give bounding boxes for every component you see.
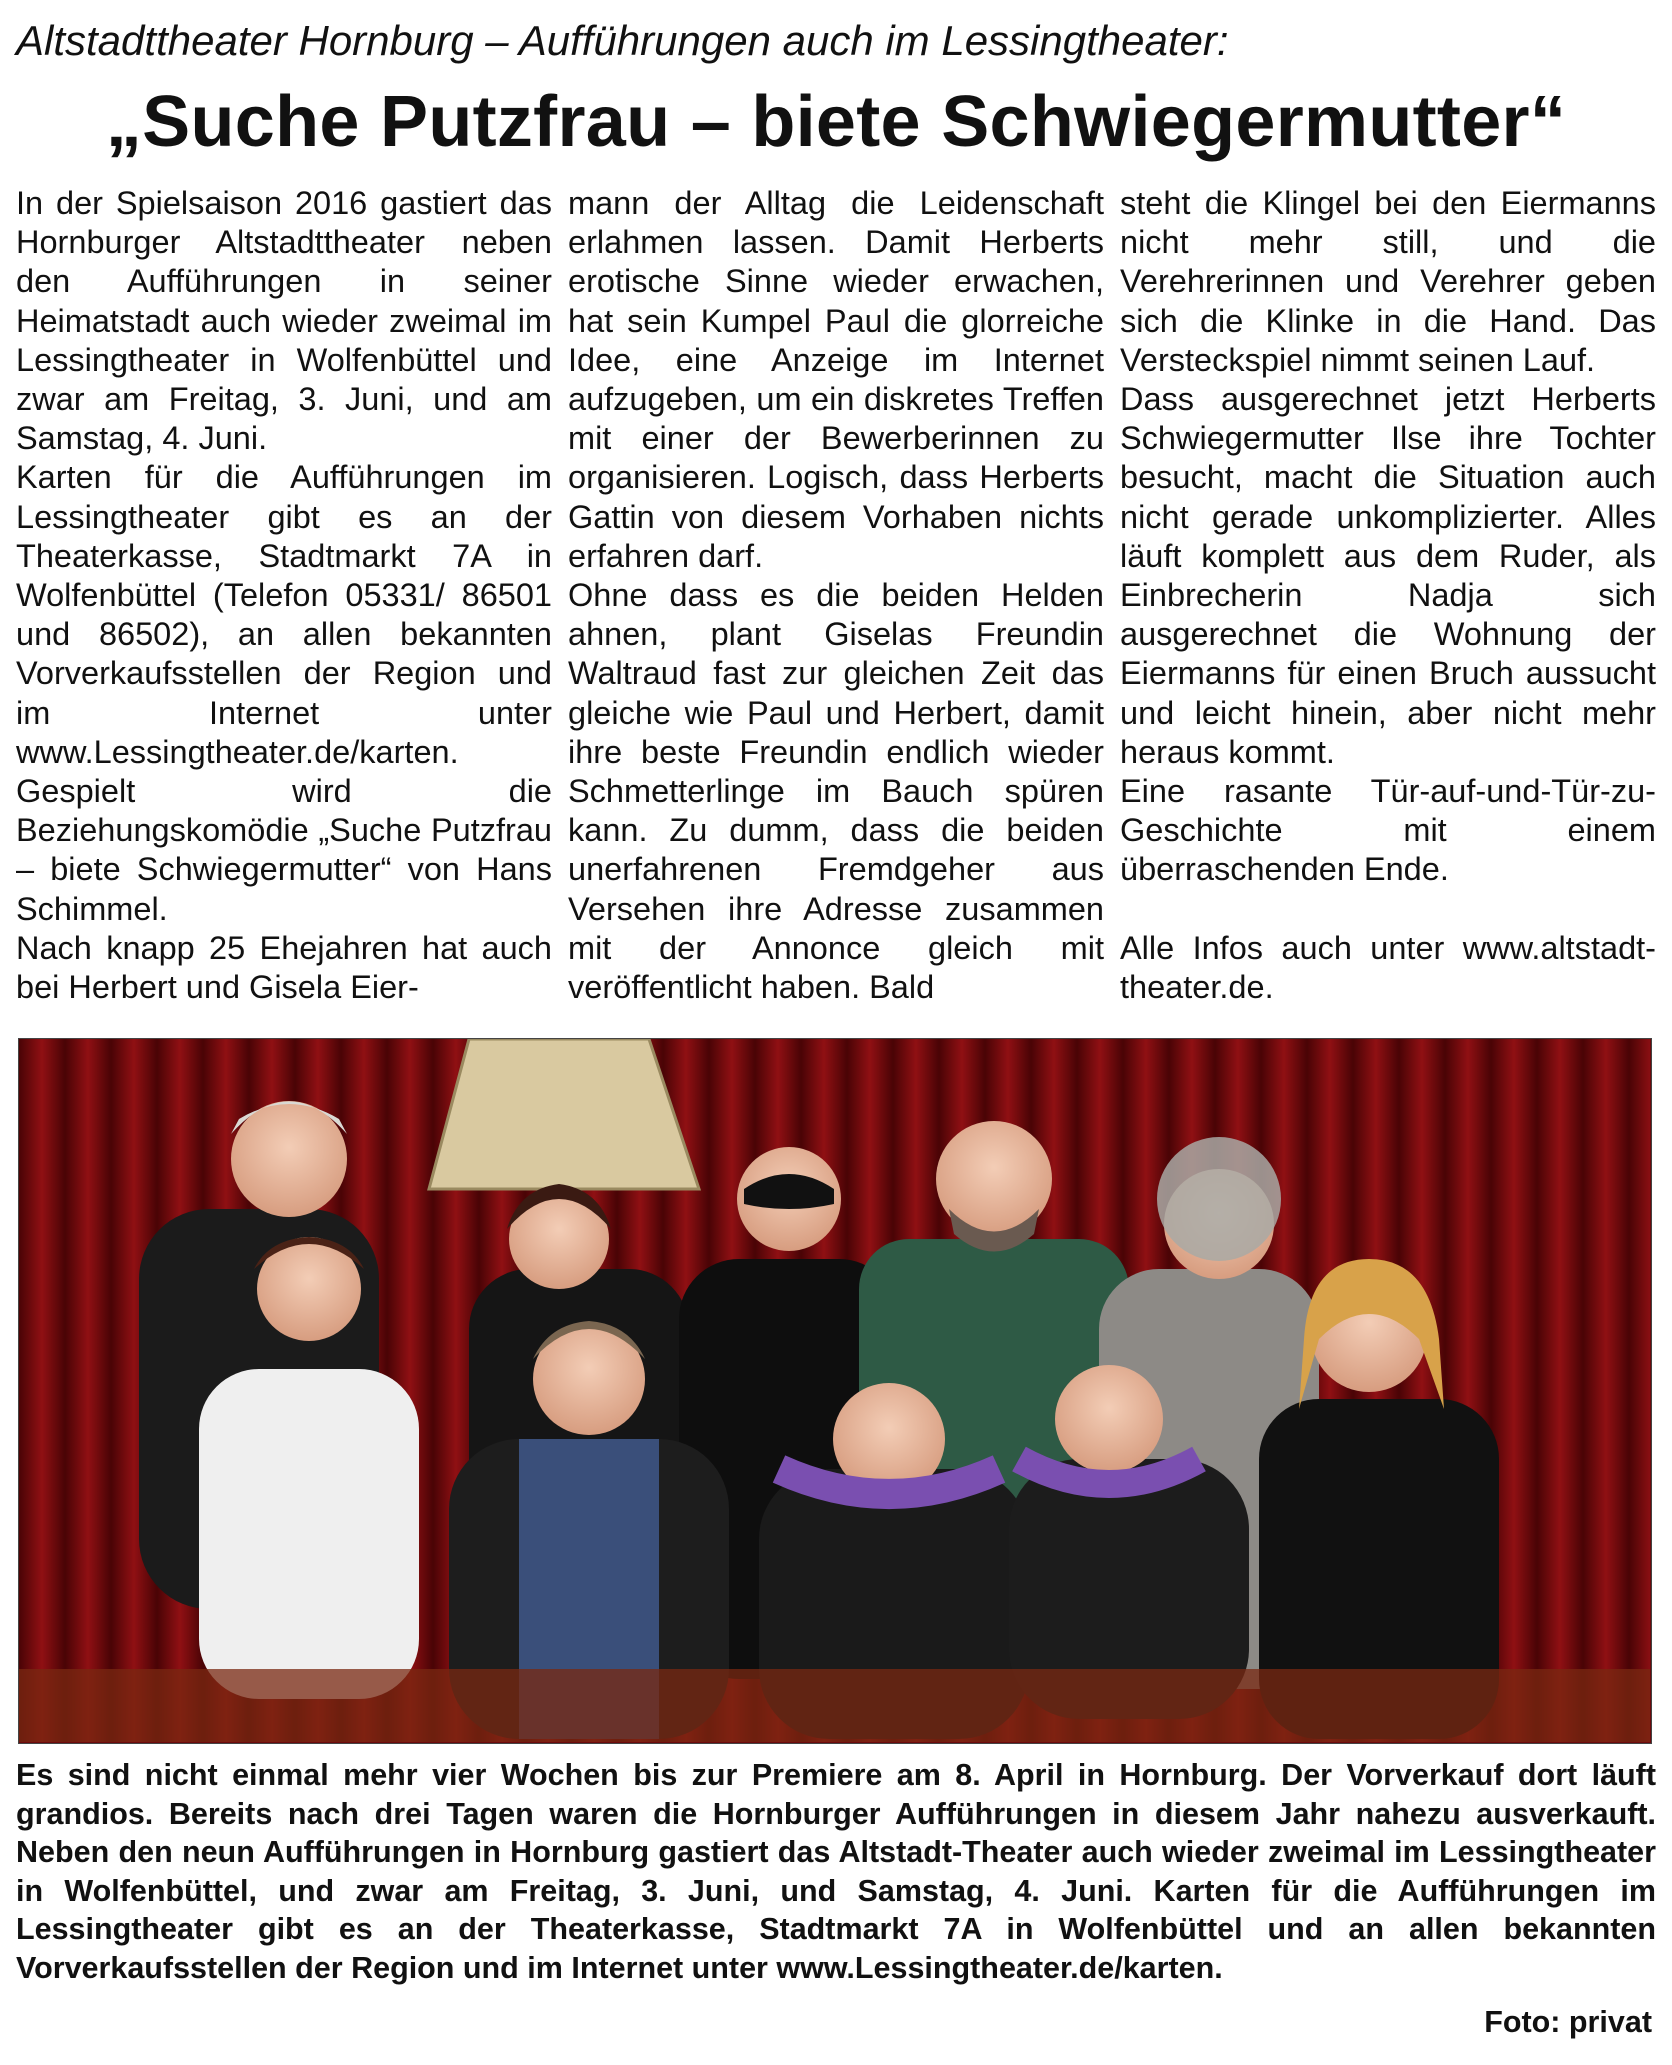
paragraph: Dass ausgerechnet jetzt Herberts Schwiegermutter Ilse ihre Tochter besucht, macht die Situation auch nicht gerade unkomplizierter. Alles läuft komplett aus dem Ruder, als Einbrecherin Nadja sich ausgerechnet die Wohnung der Eiermanns für einen Bruch aussucht und leicht hinein, aber nicht mehr heraus kommt. <box>1120 381 1656 770</box>
paragraph: mann der Alltag die Leidenschaft erlahmen lassen. Damit Herberts erotische Sinne wieder erwachen, hat sein Kumpel Paul die glorreiche Idee, eine Anzeige im Internet aufzugeben, um ein diskretes Treffen mit einer der Bewerberinnen zu organisieren. Logisch, dass Herberts Gattin von diesem Vorhaben nichts erfahren darf. <box>568 185 1104 574</box>
photo-credit: Foto: privat <box>1484 2005 1652 2039</box>
paragraph: Nach knapp 25 Ehejahren hat auch bei Herbert und Gisela Eier- <box>16 929 552 1006</box>
cast-photo-illustration <box>19 1039 1650 1742</box>
paragraph: Eine rasante Tür-auf-und-Tür-zu-Geschichte mit einem überraschenden Ende. <box>1120 773 1656 888</box>
sofa <box>19 1669 1650 1742</box>
caption-text: Es sind nicht einmal mehr vier Wochen bis zur Premiere am 8. April in Hornburg. Der Vorverkauf dort läuft grandios. Bereits nach drei Tagen waren die Hornburger Aufführungen in diesem Jahr nahezu ausverkauft. Neben den neun Aufführungen in Hornburg gastiert das Altstadt-Theater auch wieder zweimal im Lessingtheater in Wolfenbüttel, und zwar am Freitag, 3. Juni, und Samstag, 4. Juni. Karten für die Aufführungen im Lessingtheater gibt es an der Theaterkasse, Stadtmarkt 7A in Wolfenbüttel und an allen bekannten Vorverkaufsstellen der Region und im Internet unter www.Lessingtheater.de/karten. <box>16 1758 1656 1985</box>
photo-caption <box>16 1756 1656 1987</box>
paragraph: Karten für die Aufführungen im Lessingtheater gibt es an der Theaterkasse, Stadtmarkt 7A in Wolfenbüttel (Telefon 05331/ 86501 und 86502), an allen bekannten Vorverkaufsstellen der Region und im Internet unter www.Lessingtheater.de/karten. <box>16 459 552 770</box>
paragraph: Ohne dass es die beiden Helden ahnen, plant Giselas Freundin Waltraud fast zur gleichen Zeit das gleiche wie Paul und Herbert, damit ihre beste Freundin endlich wieder Schmetterlinge im Bauch spüren kann. Zu dumm, dass die beiden unerfahrenen Fremdgeher aus Versehen ihre Adresse zusammen mit der Annonce gleich mit veröffentlicht haben. Bald <box>568 577 1104 1006</box>
article-column-2 <box>568 184 1104 1007</box>
article-column-3 <box>1120 184 1656 1007</box>
article-headline: „Suche Putzfrau – biete Schwiegermutter“ <box>105 82 1567 162</box>
paragraph: Gespielt wird die Beziehungskomödie „Suche Putzfrau – biete Schwiegermutter“ von Hans Schimmel. <box>16 773 552 927</box>
article-column-1 <box>16 184 552 1007</box>
paragraph: Alle Infos auch unter www.altstadt-theater.de. <box>1120 929 1656 1006</box>
article-kicker: Altstadttheater Hornburg – Aufführungen auch im Lessingtheater: <box>16 17 1229 64</box>
paragraph: steht die Klingel bei den Eiermanns nicht mehr still, und die Verehrerinnen und Verehrer geben sich die Klinke in die Hand. Das Versteckspiel nimmt seinen Lauf. <box>1120 185 1656 378</box>
cast-photo <box>18 1038 1652 1744</box>
paragraph: In der Spielsaison 2016 gastiert das Hornburger Altstadttheater neben den Aufführungen in seiner Heimatstadt auch wieder zweimal im Lessingtheater in Wolfenbüttel und zwar am Freitag, 3. Juni, und am Samstag, 4. Juni. <box>16 185 552 457</box>
